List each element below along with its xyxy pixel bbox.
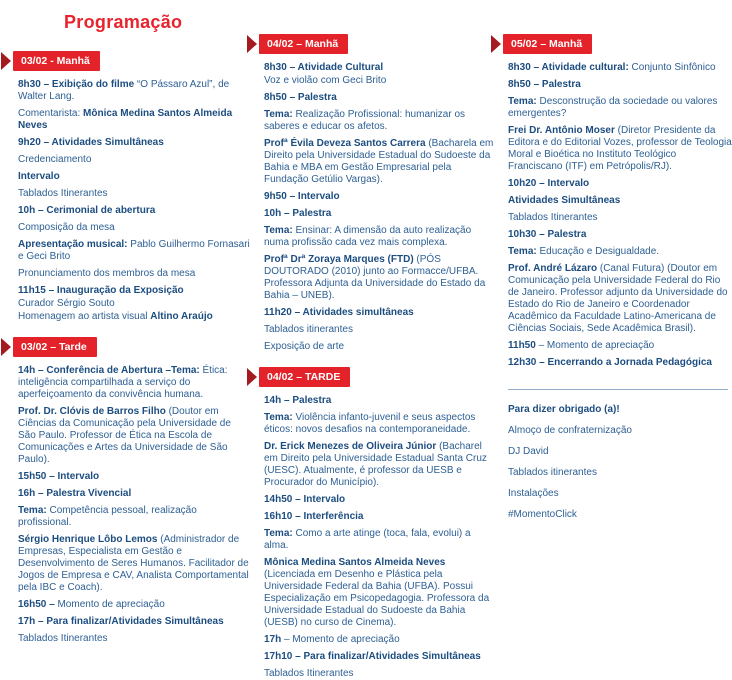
schedule-item	[508, 229, 732, 241]
item-text: Competência pessoal, realização profissional.	[18, 505, 197, 528]
item-text: Tablados Itinerantes	[18, 188, 108, 199]
date-badge-label: 05/02 – Manhã	[503, 34, 592, 54]
item-text-bold: 8h30 – Exibição do filme	[18, 79, 135, 90]
item-text-bold: 14h50 – Intervalo	[264, 494, 346, 505]
item-text: Composição da mesa	[18, 222, 115, 233]
item-text: Conjunto Sinfônico	[628, 62, 716, 73]
schedule-item	[264, 62, 494, 74]
schedule-item	[508, 125, 732, 173]
item-text-bold: Tema:	[264, 109, 293, 120]
schedule-item	[18, 633, 250, 645]
schedule-item	[18, 534, 250, 594]
schedule-item	[264, 668, 494, 680]
schedule-item	[18, 488, 250, 500]
schedule-item	[264, 254, 494, 302]
schedule-section	[18, 51, 250, 323]
item-text: (PÓS DOUTORADO (2010) junto ao Formacce/UFBA. Professora Adjunta da Universidade do Estado da Bahia – UNEB).	[264, 254, 486, 301]
column-3	[508, 34, 732, 521]
date-badge	[1, 51, 250, 71]
date-badge	[1, 337, 250, 357]
item-text: Como a arte atinge (toca, fala, evolui) a alma.	[264, 528, 471, 551]
schedule-item	[264, 494, 494, 506]
ribbon-arrow-icon	[247, 368, 257, 386]
schedule-item	[18, 406, 250, 466]
item-text-bold: Tema:	[264, 225, 293, 236]
schedule-item	[264, 307, 494, 319]
schedule-item	[264, 651, 494, 663]
schedule-item	[264, 225, 494, 249]
item-text: (Bacharel em Direito pela Universidade Estadual Santa Cruz (UESC). Atualmente, é professor da UESB e Procurador do Município).	[264, 441, 487, 488]
item-text: Tablados itinerantes	[508, 467, 597, 478]
item-text-bold: Intervalo	[18, 171, 60, 182]
schedule-item	[508, 340, 732, 352]
schedule-item	[18, 471, 250, 483]
item-text: (Administrador de Empresas, Especialista em Gestão e Desenvolvimento de Seres Humanos. Facilitador de Jogos de Empresa e CAV, Analista Comportamental pela IBC e Coach).	[18, 534, 249, 593]
item-text: (Doutor em Ciências da Comunicação pela Universidade de São Paulo. Professor de Ética na Escola de Comunicações e Artes da Universidade de São Paulo).	[18, 406, 231, 465]
item-text: Desconstrução da sociedade ou valores emergentes?	[508, 96, 718, 119]
item-text-bold: Prof. Dr. Clóvis de Barros Filho	[18, 406, 166, 417]
schedule-item	[264, 191, 494, 203]
item-text: Tablados Itinerantes	[508, 212, 598, 223]
item-text-bold: 11h20 – Atividades simultâneas	[264, 307, 414, 318]
schedule-item	[18, 311, 250, 323]
ribbon-arrow-icon	[1, 338, 11, 356]
schedule-item	[264, 412, 494, 436]
schedule-item	[508, 79, 732, 91]
schedule-item	[508, 246, 732, 258]
item-text-bold: 11h15 – Inauguração da Exposição	[18, 285, 184, 296]
item-text-bold: 14h – Palestra	[264, 395, 332, 406]
item-text: Tablados itinerantes	[264, 324, 353, 335]
item-text-bold: Tema:	[264, 528, 293, 539]
date-badge-label: 03/02 – Tarde	[13, 337, 97, 357]
schedule-item	[18, 365, 250, 401]
item-text-bold: 16h10 – Interferência	[264, 511, 364, 522]
item-text-bold: Tema:	[18, 505, 47, 516]
item-text-bold: Tema:	[264, 412, 293, 423]
item-text: Tablados Itinerantes	[264, 668, 354, 679]
schedule-section	[508, 34, 732, 369]
schedule-columns	[18, 34, 732, 680]
schedule-item	[264, 75, 494, 87]
schedule-item	[508, 96, 732, 120]
schedule-item	[264, 92, 494, 104]
footer-section	[508, 389, 732, 521]
schedule-item	[508, 404, 732, 416]
schedule-item	[264, 528, 494, 552]
item-text: #MomentoClick	[508, 509, 577, 520]
schedule-item	[264, 109, 494, 133]
schedule-item	[264, 634, 494, 646]
schedule-item	[264, 341, 494, 353]
schedule-item	[18, 108, 250, 132]
item-text-bold: 10h20 – Intervalo	[508, 178, 590, 189]
item-text: Ética: inteligência compartilhada a serviço do aperfeiçoamento da convivência humana.	[18, 365, 228, 400]
item-text-bold: Tema:	[508, 96, 537, 107]
schedule-item	[18, 239, 250, 263]
schedule-item	[264, 324, 494, 336]
schedule-item	[264, 138, 494, 186]
date-badge	[247, 367, 494, 387]
item-text: Almoço de confraternização	[508, 425, 632, 436]
schedule-item	[508, 446, 732, 458]
item-text: Ensinar: A dimensão da auto realização numa profissão cada vez mais complexa.	[264, 225, 472, 248]
item-text-bold: 10h30 – Palestra	[508, 229, 587, 240]
page-title: Programação	[64, 12, 183, 32]
item-text-bold: 8h50 – Palestra	[264, 92, 337, 103]
schedule-item	[18, 268, 250, 280]
item-text-bold: Mônica Medina Santos Almeida Neves	[264, 557, 446, 568]
schedule-item	[18, 285, 250, 297]
column-1	[18, 34, 250, 645]
item-text: Pronunciamento dos membros da mesa	[18, 268, 196, 279]
schedule-item	[264, 441, 494, 489]
item-text: Tablados Itinerantes	[18, 633, 108, 644]
item-text-bold: 15h50 – Intervalo	[18, 471, 100, 482]
schedule-item	[18, 222, 250, 234]
item-text: (Canal Futura) (Doutor em Comunicação pela Universidade Federal do Rio de Janeiro. Professor adjunto da Universidade do Estado do Rio de Janeiro e Coordenador Acadêmico da Faculdade Latino-Americana de Ciências Sociais, Sede Acadêmica Brasil).	[508, 263, 728, 334]
schedule-item	[264, 395, 494, 407]
schedule-item	[18, 599, 250, 611]
item-text-bold: 10h – Palestra	[264, 208, 332, 219]
item-text: Pablo Guilhermo Fornasari e Geci Brito	[18, 239, 250, 262]
date-badge-label: 04/02 – Manhã	[259, 34, 348, 54]
schedule-item	[508, 488, 732, 500]
item-text-bold: 16h – Palestra Vivencial	[18, 488, 132, 499]
date-badge	[247, 34, 494, 54]
schedule-section	[18, 337, 250, 645]
schedule-item	[18, 171, 250, 183]
item-text: Instalações	[508, 488, 559, 499]
schedule-item	[508, 62, 732, 74]
date-badge	[491, 34, 732, 54]
schedule-item	[508, 357, 732, 369]
item-text-bold: 16h50 –	[18, 599, 55, 610]
item-text: DJ David	[508, 446, 549, 457]
item-text-bold: 12h30 – Encerrando a Jornada Pedagógica	[508, 357, 712, 368]
item-text-bold: Sérgio Henrique Lôbo Lemos	[18, 534, 158, 545]
item-text-bold: 10h – Cerimonial de abertura	[18, 205, 156, 216]
schedule-item	[18, 505, 250, 529]
item-text-bold: Dr. Erick Menezes de Oliveira Júnior	[264, 441, 437, 452]
date-badge-label: 04/02 – TARDE	[259, 367, 350, 387]
schedule-item	[18, 79, 250, 103]
item-text: Homenagem ao artista visual	[18, 311, 151, 322]
item-text: “O Pássaro Azul”, de Walter Lang.	[18, 79, 230, 102]
schedule-item	[508, 263, 732, 335]
divider	[508, 389, 728, 390]
item-text-bold: 17h	[264, 634, 282, 645]
item-text-bold: 8h50 – Palestra	[508, 79, 581, 90]
item-text-bold: 8h30 – Atividade Cultural	[264, 62, 384, 73]
item-text: Credenciamento	[18, 154, 92, 165]
item-text: (Diretor Presidente da Editora e do Editorial Vozes, professor de Teologia Moral e Bioética no Instituto Teológico Franciscano (ITF) em Petrópolis/RJ).	[508, 125, 732, 172]
item-text: Voz e violão com Geci Brito	[264, 75, 387, 86]
schedule-item	[18, 616, 250, 628]
schedule-section	[264, 34, 494, 353]
item-text-bold: Para dizer obrigado (a)!	[508, 404, 620, 415]
schedule-item	[508, 178, 732, 190]
item-text-bold: 17h10 – Para finalizar/Atividades Simultâneas	[264, 651, 481, 662]
schedule-item	[508, 195, 732, 207]
ribbon-arrow-icon	[1, 52, 11, 70]
item-text: Violência infanto-juvenil e seus aspectos éticos: novos desafios na contemporaneidade.	[264, 412, 476, 435]
item-text-bold: 9h20 – Atividades Simultâneas	[18, 137, 164, 148]
schedule-item	[18, 188, 250, 200]
schedule-item	[18, 137, 250, 149]
item-text: Momento de apreciação	[54, 599, 165, 610]
item-text-bold: Profª Drª Zoraya Marques (FTD)	[264, 254, 414, 265]
schedule-item	[508, 212, 732, 224]
schedule-item	[508, 467, 732, 479]
date-badge-label: 03/02 - Manhã	[13, 51, 100, 71]
schedule-item	[264, 208, 494, 220]
schedule-item	[508, 509, 732, 521]
item-text-bold: Apresentação musical:	[18, 239, 128, 250]
item-text-bold: 11h50	[508, 340, 536, 351]
item-text: Curador Sérgio Souto	[18, 298, 115, 309]
item-text: Exposição de arte	[264, 341, 345, 352]
ribbon-arrow-icon	[491, 35, 501, 53]
item-text-bold: Altino Araújo	[150, 311, 213, 322]
schedule-item	[264, 511, 494, 523]
item-text-bold: 17h – Para finalizar/Atividades Simultâneas	[18, 616, 224, 627]
ribbon-arrow-icon	[247, 35, 257, 53]
schedule-item	[264, 557, 494, 629]
column-2	[264, 34, 494, 680]
item-text-bold: Tema:	[508, 246, 537, 257]
item-text-bold: Mônica Medina Santos Almeida Neves	[18, 108, 233, 131]
item-text: Realização Profissional: humanizar os saberes e educar os afetos.	[264, 109, 466, 132]
item-text: (Licenciada em Desenho e Plástica pela Universidade Federal da Bahia (UFBA). Possui Especialização em Psicopedagogia. Professora da Universidade Estadual do Sudoeste da Bahia (UESB) no curso de Cinema).	[264, 569, 490, 628]
item-text-bold: Atividades Simultâneas	[508, 195, 621, 206]
item-text-bold: 8h30 – Atividade cultural:	[508, 62, 629, 73]
item-text: – Momento de apreciação	[535, 340, 655, 351]
item-text: Comentarista:	[18, 108, 84, 119]
schedule-item	[18, 205, 250, 217]
item-text-bold: 9h50 – Intervalo	[264, 191, 340, 202]
item-text: (Bacharela em Direito pela Universidade Estadual do Sudoeste da Bahia e MBA em Gestão Empresarial pela Fundação Getúlio Vargas).	[264, 138, 494, 185]
item-text-bold: Frei Dr. Antônio Moser	[508, 125, 615, 136]
schedule-section	[264, 367, 494, 680]
item-text: Educação e Desigualdade.	[536, 246, 660, 257]
schedule-item	[18, 154, 250, 166]
item-text-bold: 14h – Conferência de Abertura –Tema:	[18, 365, 200, 376]
item-text: – Momento de apreciação	[281, 634, 400, 645]
schedule-item	[18, 298, 250, 310]
item-text-bold: Profª Évila Deveza Santos Carrera	[264, 138, 426, 149]
schedule-item	[508, 425, 732, 437]
item-text-bold: Prof. André Lázaro	[508, 263, 598, 274]
